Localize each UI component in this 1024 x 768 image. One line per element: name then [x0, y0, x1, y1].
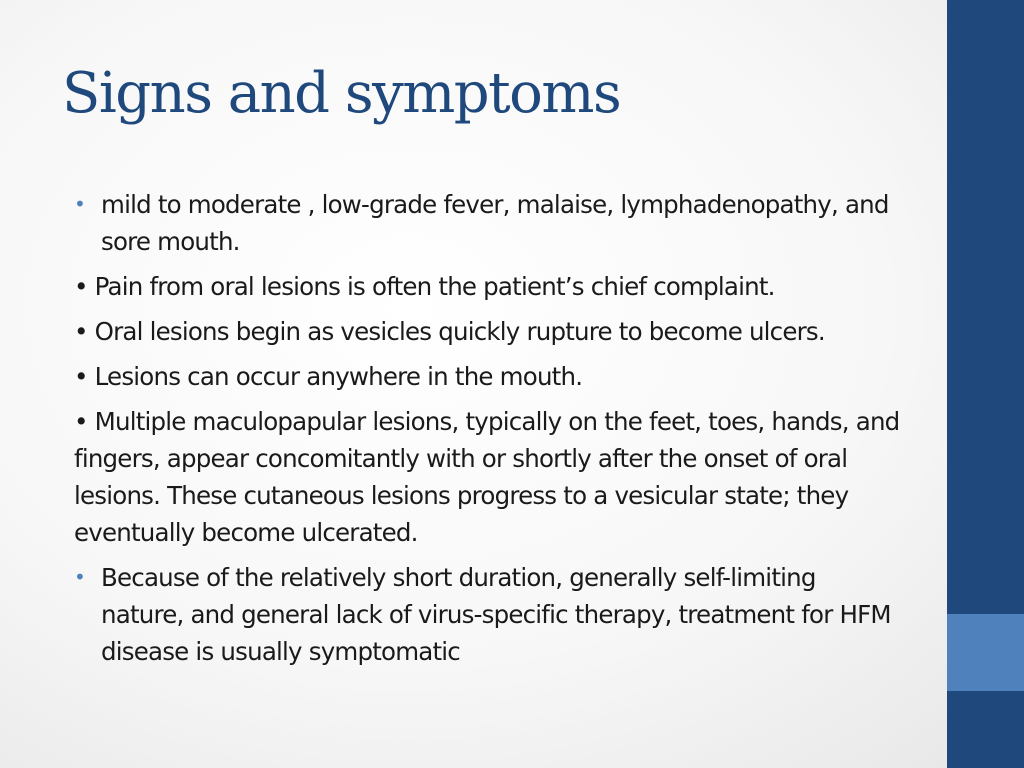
- slide-body: [74, 186, 904, 678]
- bullet-item-treatment: [74, 559, 904, 670]
- paragraph-pain: • Pain from oral lesions is often the patient’s chief complaint.: [74, 272, 775, 301]
- side-accent-block: [947, 614, 1024, 691]
- bullet-marker: •: [74, 192, 85, 216]
- paragraph-maculopapular: • Multiple maculopapular lesions, typically on the feet, toes, hands, and fingers, appear concomitantly with or shortly after the onset of oral lesions. These cutaneous lesions progress to a vesicular state; they eventually become ulcerated.: [74, 407, 900, 547]
- bullet-item-1: [74, 186, 904, 260]
- paragraph-oral-lesions: • Oral lesions begin as vesicles quickly rupture to become ulcers.: [74, 317, 825, 346]
- slide-title: Signs and symptoms: [62, 61, 621, 126]
- bullet-marker: •: [74, 565, 85, 589]
- bullet-text: mild to moderate , low-grade fever, malaise, lymphadenopathy, and sore mouth.: [101, 190, 889, 256]
- bullet-text: Because of the relatively short duration, generally self-limiting nature, and general lack of virus-specific therapy, treatment for HFM disease is usually symptomatic: [101, 563, 891, 666]
- paragraph-lesion-location: • Lesions can occur anywhere in the mouth.: [74, 362, 583, 391]
